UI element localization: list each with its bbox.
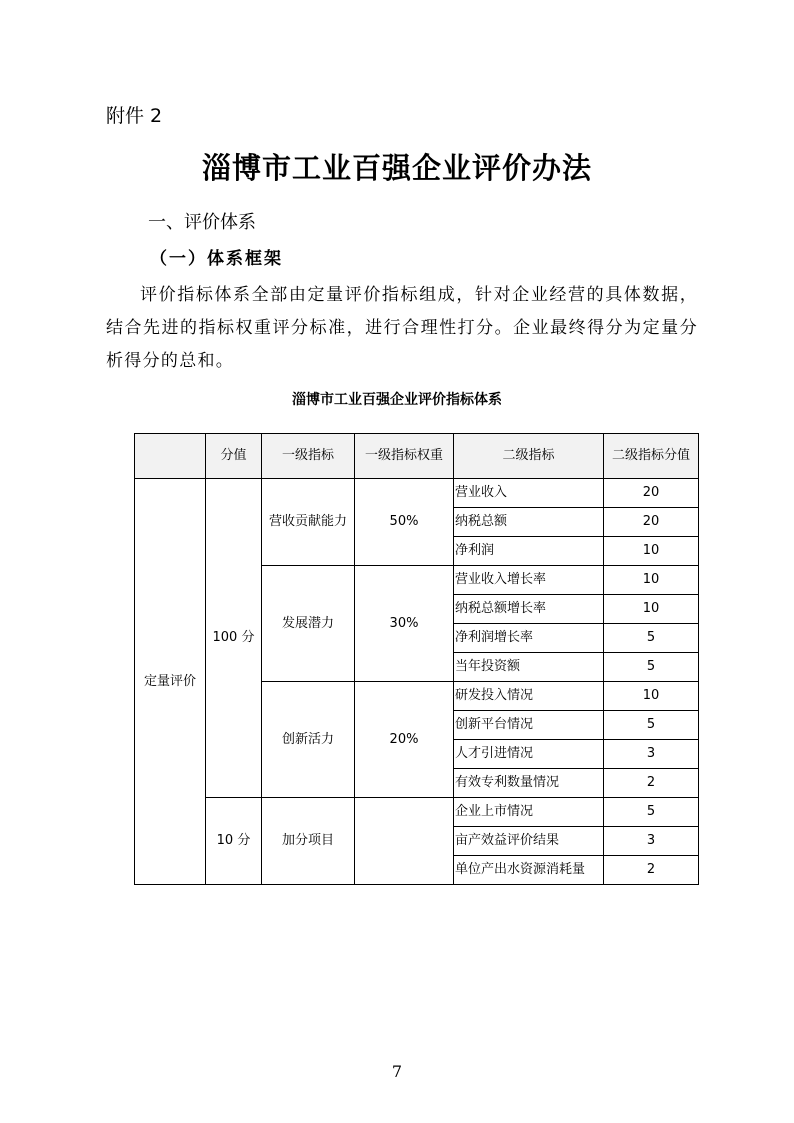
body-paragraph: 评价指标体系全部由定量评价指标组成，针对企业经营的具体数据，结合先进的指标权重评分标准，进行合理性打分。企业最终得分为定量分析得分的总和。 [106, 285, 698, 371]
table-header-cell: 分值 [206, 434, 262, 479]
primary-indicator-cell: 营收贡献能力 [262, 479, 355, 566]
secondary-indicator-cell: 营业收入 [454, 479, 604, 508]
secondary-indicator-cell: 营业收入增长率 [454, 566, 604, 595]
section-heading: 一、评价体系 [148, 212, 256, 233]
table-header-cell: 一级指标权重 [355, 434, 454, 479]
secondary-indicator-cell: 企业上市情况 [454, 798, 604, 827]
subsection-heading: （一）体系框架 [150, 249, 283, 269]
indicator-table [134, 433, 699, 885]
group-score-cell: 100 分 [206, 479, 262, 798]
secondary-score-cell: 5 [604, 711, 699, 740]
table-header-cell: 二级指标分值 [604, 434, 699, 479]
secondary-indicator-cell: 创新平台情况 [454, 711, 604, 740]
attachment-label: 附件 2 [106, 105, 163, 127]
page-number: 7 [391, 1062, 403, 1081]
secondary-score-cell: 3 [604, 740, 699, 769]
primary-weight-cell: 50% [355, 479, 454, 566]
secondary-indicator-cell: 净利润 [454, 537, 604, 566]
secondary-score-cell: 5 [604, 798, 699, 827]
table-header-cell: 一级指标 [262, 434, 355, 479]
secondary-indicator-cell: 人才引进情况 [454, 740, 604, 769]
secondary-indicator-cell: 纳税总额 [454, 508, 604, 537]
secondary-indicator-cell: 研发投入情况 [454, 682, 604, 711]
document-title: 淄博市工业百强企业评价办法 [201, 151, 592, 185]
secondary-score-cell: 10 [604, 566, 699, 595]
secondary-score-cell: 10 [604, 682, 699, 711]
secondary-score-cell: 2 [604, 769, 699, 798]
secondary-score-cell: 10 [604, 595, 699, 624]
secondary-score-cell: 20 [604, 508, 699, 537]
table-header-cell [135, 434, 206, 479]
primary-weight-cell: 30% [355, 566, 454, 682]
table-header-row [135, 434, 699, 479]
table-caption: 淄博市工业百强企业评价指标体系 [292, 392, 502, 408]
secondary-indicator-cell: 纳税总额增长率 [454, 595, 604, 624]
table-row [135, 479, 699, 508]
secondary-score-cell: 2 [604, 856, 699, 885]
secondary-score-cell: 10 [604, 537, 699, 566]
secondary-score-cell: 3 [604, 827, 699, 856]
secondary-indicator-cell: 当年投资额 [454, 653, 604, 682]
secondary-indicator-cell: 单位产出水资源消耗量 [454, 856, 604, 885]
primary-indicator-cell: 创新活力 [262, 682, 355, 798]
primary-indicator-cell: 发展潜力 [262, 566, 355, 682]
secondary-score-cell: 20 [604, 479, 699, 508]
secondary-indicator-cell: 净利润增长率 [454, 624, 604, 653]
primary-weight-cell: 20% [355, 682, 454, 798]
secondary-score-cell: 5 [604, 624, 699, 653]
primary-indicator-cell: 加分项目 [262, 798, 355, 885]
category-cell: 定量评价 [135, 479, 206, 885]
secondary-indicator-cell: 有效专利数量情况 [454, 769, 604, 798]
table-header-cell: 二级指标 [454, 434, 604, 479]
secondary-indicator-cell: 亩产效益评价结果 [454, 827, 604, 856]
table-row [135, 798, 699, 827]
group-score-cell: 10 分 [206, 798, 262, 885]
secondary-score-cell: 5 [604, 653, 699, 682]
primary-weight-cell [355, 798, 454, 885]
